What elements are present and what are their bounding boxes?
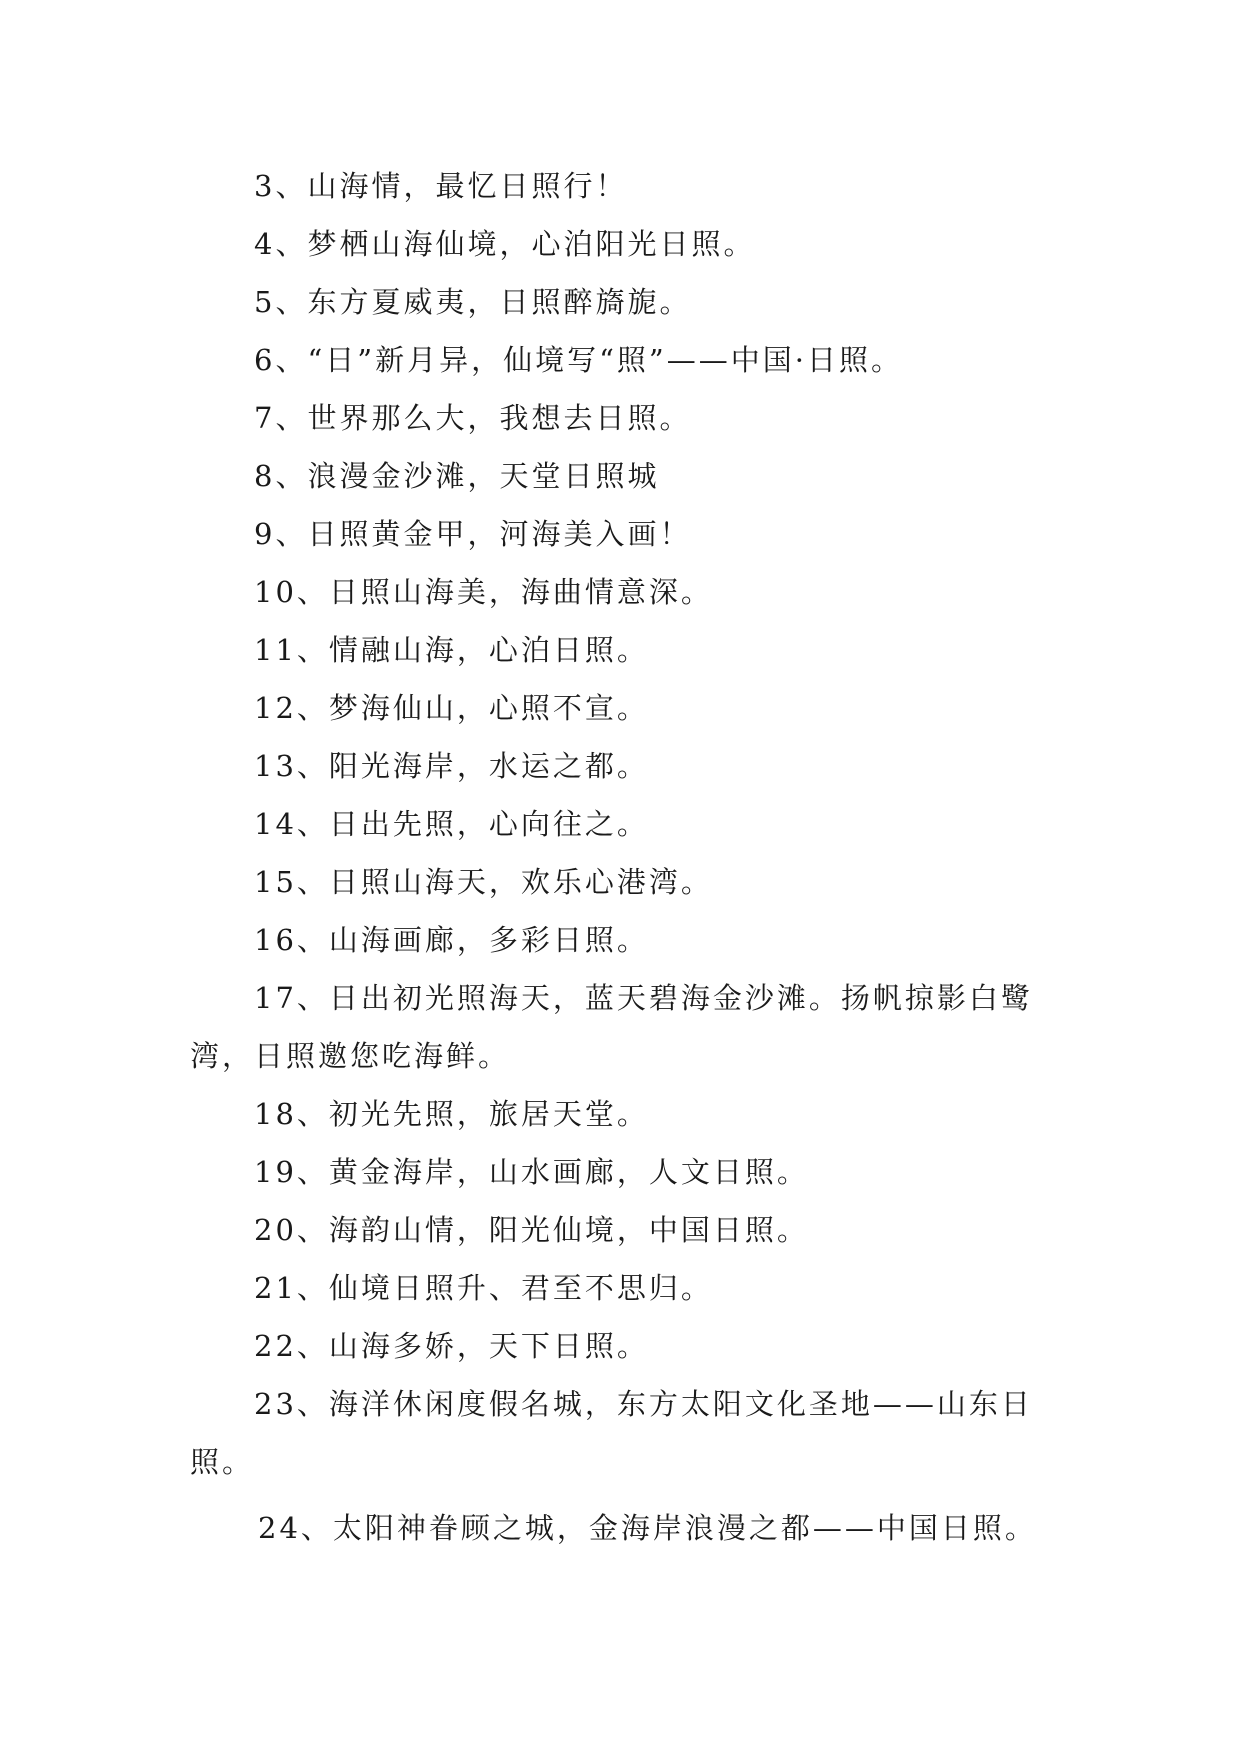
slogan-paragraph: 22、山海多娇，天下日照。 [254, 1329, 649, 1363]
slogan-paragraph: 24、太阳神眷顾之城，金海岸浪漫之都——中国日照。 [258, 1511, 1037, 1545]
slogan-paragraph: 20、海韵山情，阳光仙境，中国日照。 [254, 1213, 809, 1247]
slogan-paragraph: 19、黄金海岸，山水画廊，人文日照。 [254, 1155, 809, 1189]
slogan-paragraph: 3、山海情，最忆日照行！ [254, 169, 628, 203]
slogan-paragraph: 5、东方夏威夷，日照醉旖旎。 [254, 285, 692, 319]
slogan-paragraph: 14、日出先照，心向往之。 [254, 807, 649, 841]
slogan-paragraph: 9、日照黄金甲，河海美入画！ [254, 517, 692, 551]
slogan-paragraph: 16、山海画廊，多彩日照。 [254, 923, 649, 957]
document-body [190, 157, 1070, 1557]
slogan-paragraph: 6、“日”新月异，仙境写“照”——中国·日照。 [254, 343, 903, 377]
slogan-paragraph: 17、日出初光照海天，蓝天碧海金沙滩。扬帆掠影白鹭湾，日照邀您吃海鲜。 [190, 981, 1033, 1073]
slogan-paragraph: 8、浪漫金沙滩，天堂日照城 [254, 459, 660, 493]
slogan-paragraph: 18、初光先照，旅居天堂。 [254, 1097, 649, 1131]
slogan-paragraph: 23、海洋休闲度假名城，东方太阳文化圣地——山东日照。 [190, 1387, 1033, 1479]
slogan-paragraph: 11、情融山海，心泊日照。 [254, 633, 649, 667]
slogan-paragraph: 21、仙境日照升、君至不思归。 [254, 1271, 713, 1305]
slogan-paragraph: 10、日照山海美，海曲情意深。 [254, 575, 713, 609]
slogan-paragraph: 12、梦海仙山，心照不宣。 [254, 691, 649, 725]
slogan-paragraph: 4、梦栖山海仙境，心泊阳光日照。 [254, 227, 756, 261]
slogan-paragraph: 13、阳光海岸，水运之都。 [254, 749, 649, 783]
slogan-paragraph: 7、世界那么大，我想去日照。 [254, 401, 692, 435]
slogan-paragraph: 15、日照山海天，欢乐心港湾。 [254, 865, 713, 899]
